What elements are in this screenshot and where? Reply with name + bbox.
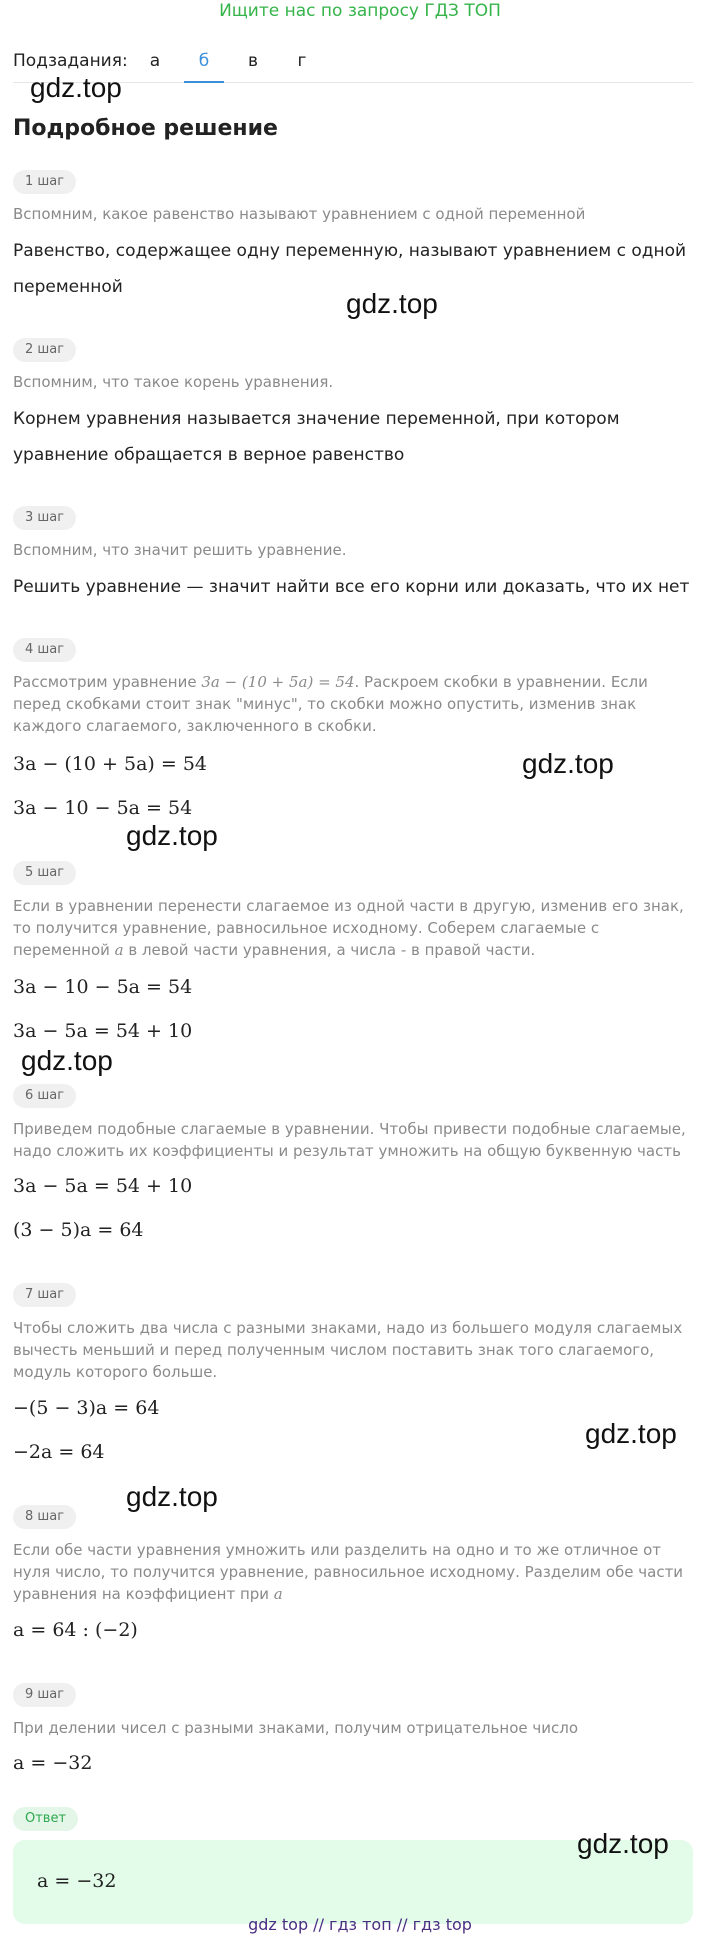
step-badge: 7 шаг xyxy=(13,1283,76,1307)
inline-formula: 3a − (10 + 5a) = 54 xyxy=(201,673,355,691)
watermark: gdz.top xyxy=(21,1045,113,1076)
step-note: Вспомним, какое равенство называют уравнением с одной переменной xyxy=(13,205,586,223)
formula: a = −32 xyxy=(13,1752,93,1774)
search-banner: Ищите нас по запросу ГДЗ ТОП xyxy=(219,1,501,21)
footer-links[interactable]: gdz top // гдз топ // гдз top xyxy=(248,1915,472,1934)
step-note: Вспомним, что значит решить уравнение. xyxy=(13,541,347,559)
formula: 3a − 10 − 5a = 54 xyxy=(13,976,193,998)
watermark: gdz.top xyxy=(577,1828,669,1859)
watermark: gdz.top xyxy=(522,748,614,779)
step-badge: 5 шаг xyxy=(13,861,76,885)
watermark: gdz.top xyxy=(126,1481,218,1512)
subtask-tab-b[interactable]: б xyxy=(184,51,224,71)
step-text: Решить уравнение — значит найти все его корни или доказать, что их нет xyxy=(13,577,690,597)
formula: −2a = 64 xyxy=(13,1441,105,1463)
step-badge: 4 шаг xyxy=(13,638,76,662)
formula: −(5 − 3)a = 64 xyxy=(13,1397,160,1419)
subtask-tab-v[interactable]: в xyxy=(247,51,259,71)
step-note: При делении чисел с разными знаками, получим отрицательное число xyxy=(13,1719,578,1737)
step-badge: 6 шаг xyxy=(13,1084,76,1108)
watermark: gdz.top xyxy=(585,1418,677,1449)
subtask-tab-g[interactable]: г xyxy=(297,51,307,71)
formula: (3 − 5)a = 64 xyxy=(13,1219,144,1241)
step-text: Корнем уравнения называется значение переменной, при котором уравнение обращается в верное равенство xyxy=(13,409,620,465)
step-note: Приведем подобные слагаемые в уравнении. Чтобы привести подобные слагаемые, надо сложить их коэффициенты и результат умножить на общую буквенную часть xyxy=(13,1120,686,1160)
inline-formula: a xyxy=(114,941,124,959)
step-badge: 3 шаг xyxy=(13,506,76,530)
subtasks-label: Подзадания: xyxy=(13,51,128,71)
formula: a = 64 : (−2) xyxy=(13,1619,138,1641)
watermark: gdz.top xyxy=(346,288,438,319)
step-note: Если в уравнении перенести слагаемое из одной части в другую, изменив его знак, то получится уравнение, равносильное исходному. Соберем слагаемые с переменной a в левой части уравнения, а числа - в правой части. xyxy=(13,897,684,959)
watermark: gdz.top xyxy=(126,820,218,851)
formula: 3a − 5a = 54 + 10 xyxy=(13,1020,193,1042)
step-badge: 2 шаг xyxy=(13,338,76,362)
step-note: Чтобы сложить два числа с разными знаками, надо из большего модуля слагаемых вычесть меньший и перед полученным числом поставить знак того слагаемого, модуль которого больше. xyxy=(13,1319,683,1381)
formula: 3a − 10 − 5a = 54 xyxy=(13,797,193,819)
step-note: Если обе части уравнения умножить или разделить на одно и то же отличное от нуля число, то получится уравнение, равносильное исходному. Разделим обе части уравнения на коэффициент при a xyxy=(13,1541,684,1603)
step-text: Равенство, содержащее одну переменную, называют уравнением с одной переменной xyxy=(13,241,687,297)
page-title: Подробное решение xyxy=(13,116,278,141)
answer-formula: a = −32 xyxy=(37,1870,117,1892)
step-note: Вспомним, что такое корень уравнения. xyxy=(13,373,334,391)
answer-badge: Ответ xyxy=(13,1807,78,1831)
formula: 3a − (10 + 5a) = 54 xyxy=(13,753,208,775)
formula: 3a − 5a = 54 + 10 xyxy=(13,1175,193,1197)
watermark: gdz.top xyxy=(30,72,122,103)
step-badge: 9 шаг xyxy=(13,1683,76,1707)
step-badge: 1 шаг xyxy=(13,170,76,194)
inline-formula: a xyxy=(273,1585,283,1603)
step-note: Рассмотрим уравнение 3a − (10 + 5a) = 54. Раскроем скобки в уравнении. Если перед скобками стоит знак "минус", то скобки можно опустить, изменив знак каждого слагаемого, заключенного в скобки. xyxy=(13,673,648,735)
subtask-tab-a[interactable]: а xyxy=(149,51,161,71)
step-badge: 8 шаг xyxy=(13,1505,76,1529)
